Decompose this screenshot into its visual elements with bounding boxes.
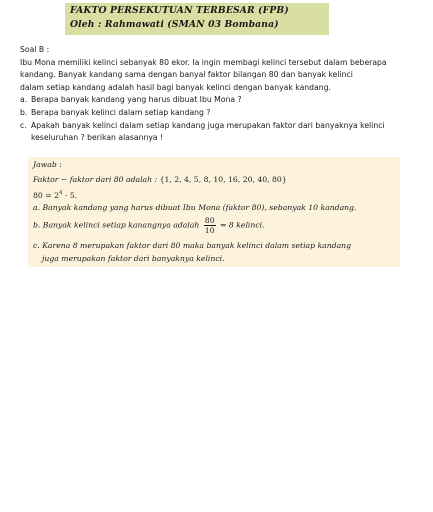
answer-c-line1: c. Karena 8 merupakan faktor dari 80 maka banyak kelinci dalam setiap kandang xyxy=(33,241,352,250)
answer-box xyxy=(28,157,400,267)
answer-c-line2: juga merupakan faktor dari banyaknya kelinci. xyxy=(42,254,225,263)
question-line: kandang. Banyak kandang sama dengan banyal faktor bilangan 80 dan banyak kelinci xyxy=(20,70,353,80)
question-option-a xyxy=(20,94,425,107)
fraction xyxy=(204,216,216,235)
factors-line xyxy=(33,175,287,184)
factorization-base: 80 = 2 xyxy=(33,191,60,200)
fraction-numerator: 80 xyxy=(204,216,215,225)
option-continuation: keseluruhan ? berikan alasannya ! xyxy=(31,133,164,143)
answer-a: a. Banyak kandang yang harus dibuat Ibu Mona (faktor 80), sebanyak 10 kandang. xyxy=(33,203,357,212)
fraction-denominator: 10 xyxy=(204,226,215,235)
answer-b-text: b. Banyak kelinci setiap kanangnya adalah xyxy=(33,220,200,230)
question-line: dalam setiap kandang adalah hasil bagi banyak kelinci dengan banyak kandang. xyxy=(20,82,331,92)
factorization-exponent: 4 xyxy=(59,190,63,196)
question-line: Ibu Mona memiliki kelinci sebanyak 80 ekor. Ia ingin membagi kelinci tersebut dalam beberapa xyxy=(20,57,387,67)
question-heading: Soal B : xyxy=(20,45,50,54)
question-option-b xyxy=(20,107,425,120)
option-label: c. xyxy=(20,120,27,130)
answer-heading: Jawab : xyxy=(33,160,62,169)
document-header xyxy=(65,3,329,35)
factorization-rest: · 5. xyxy=(62,191,78,200)
question-option-c xyxy=(20,120,425,133)
option-text: Apakah banyak kelinci dalam setiap kandang juga merupakan faktor dari banyaknya kelinci xyxy=(31,120,385,130)
answer-b-result: = 8 kelinci. xyxy=(220,220,265,230)
document-title: FAKTO PERSEKUTUAN TERBESAR (FPB) xyxy=(70,5,289,16)
answer-b xyxy=(33,216,265,235)
factorization-line xyxy=(33,190,77,200)
document-author: Oleh : Rahmawati (SMAN 03 Bombana) xyxy=(70,19,279,30)
question-section xyxy=(20,44,425,145)
factors-label: Faktor − faktor dari 80 adalah : xyxy=(33,175,158,184)
option-label: a. xyxy=(20,95,28,105)
option-text: Berapa banyak kelinci dalam setiap kandang ? xyxy=(31,107,211,117)
option-label: b. xyxy=(20,107,28,117)
factors-set: {1, 2, 4, 5, 8, 10, 16, 20, 40, 80} xyxy=(159,175,287,184)
option-text: Berapa banyak kandang yang harus dibuat Ibu Mona ? xyxy=(31,95,242,105)
